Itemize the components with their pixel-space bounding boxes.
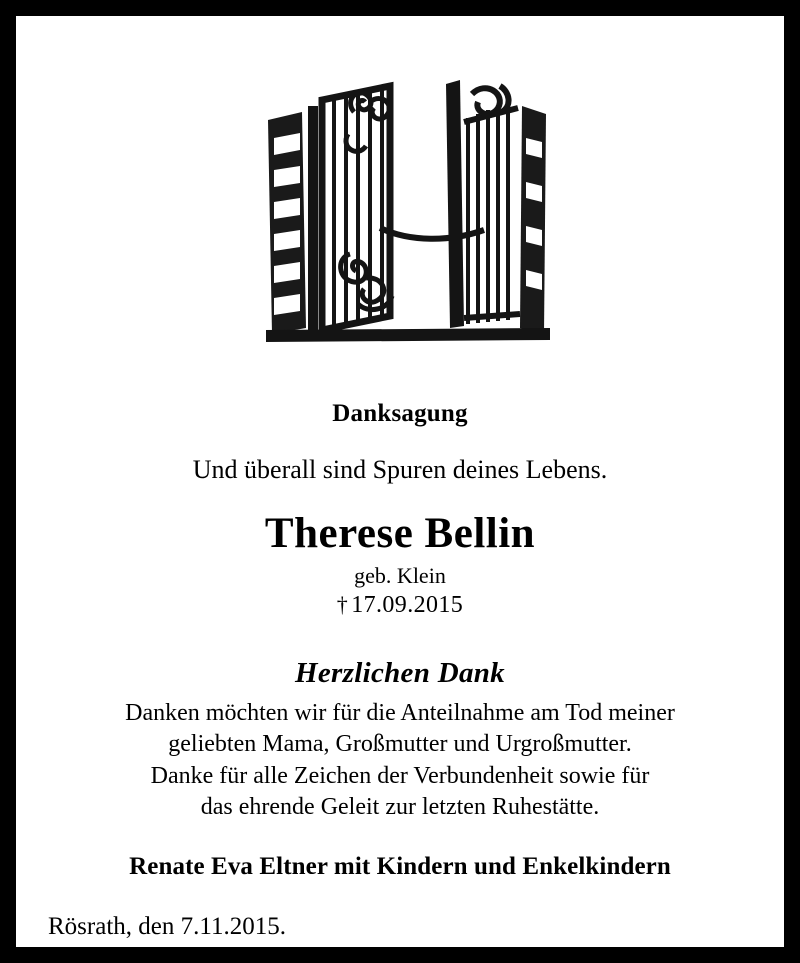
thanks-body bbox=[70, 698, 730, 823]
place-and-date: Rösrath, den 7.11.2015. bbox=[48, 912, 286, 940]
obituary-card bbox=[16, 16, 784, 947]
family-signature: Renate Eva Eltner mit Kindern und Enkelkindern bbox=[129, 852, 671, 880]
thanks-title: Herzlichen Dank bbox=[295, 657, 505, 690]
deceased-name: Therese Bellin bbox=[264, 510, 536, 557]
open-gate-icon bbox=[250, 78, 550, 348]
notice-headline: Danksagung bbox=[332, 400, 468, 427]
thanks-body-line: Danke für alle Zeichen der Verbundenheit sowie für bbox=[150, 762, 650, 789]
cross-icon: † bbox=[336, 592, 349, 618]
maiden-name: geb. Klein bbox=[354, 563, 446, 589]
death-date: 17.09.2015 bbox=[351, 592, 464, 619]
thanks-body-line: geliebten Mama, Großmutter und Urgroßmutter. bbox=[168, 731, 632, 758]
thanks-body-line: Danken möchten wir für die Anteilnahme am Tod meiner bbox=[125, 700, 675, 727]
death-date-line bbox=[337, 592, 463, 619]
memorial-quote: Und überall sind Spuren deines Lebens. bbox=[192, 455, 608, 484]
thanks-body-line: das ehrende Geleit zur letzten Ruhestätte. bbox=[200, 793, 600, 820]
